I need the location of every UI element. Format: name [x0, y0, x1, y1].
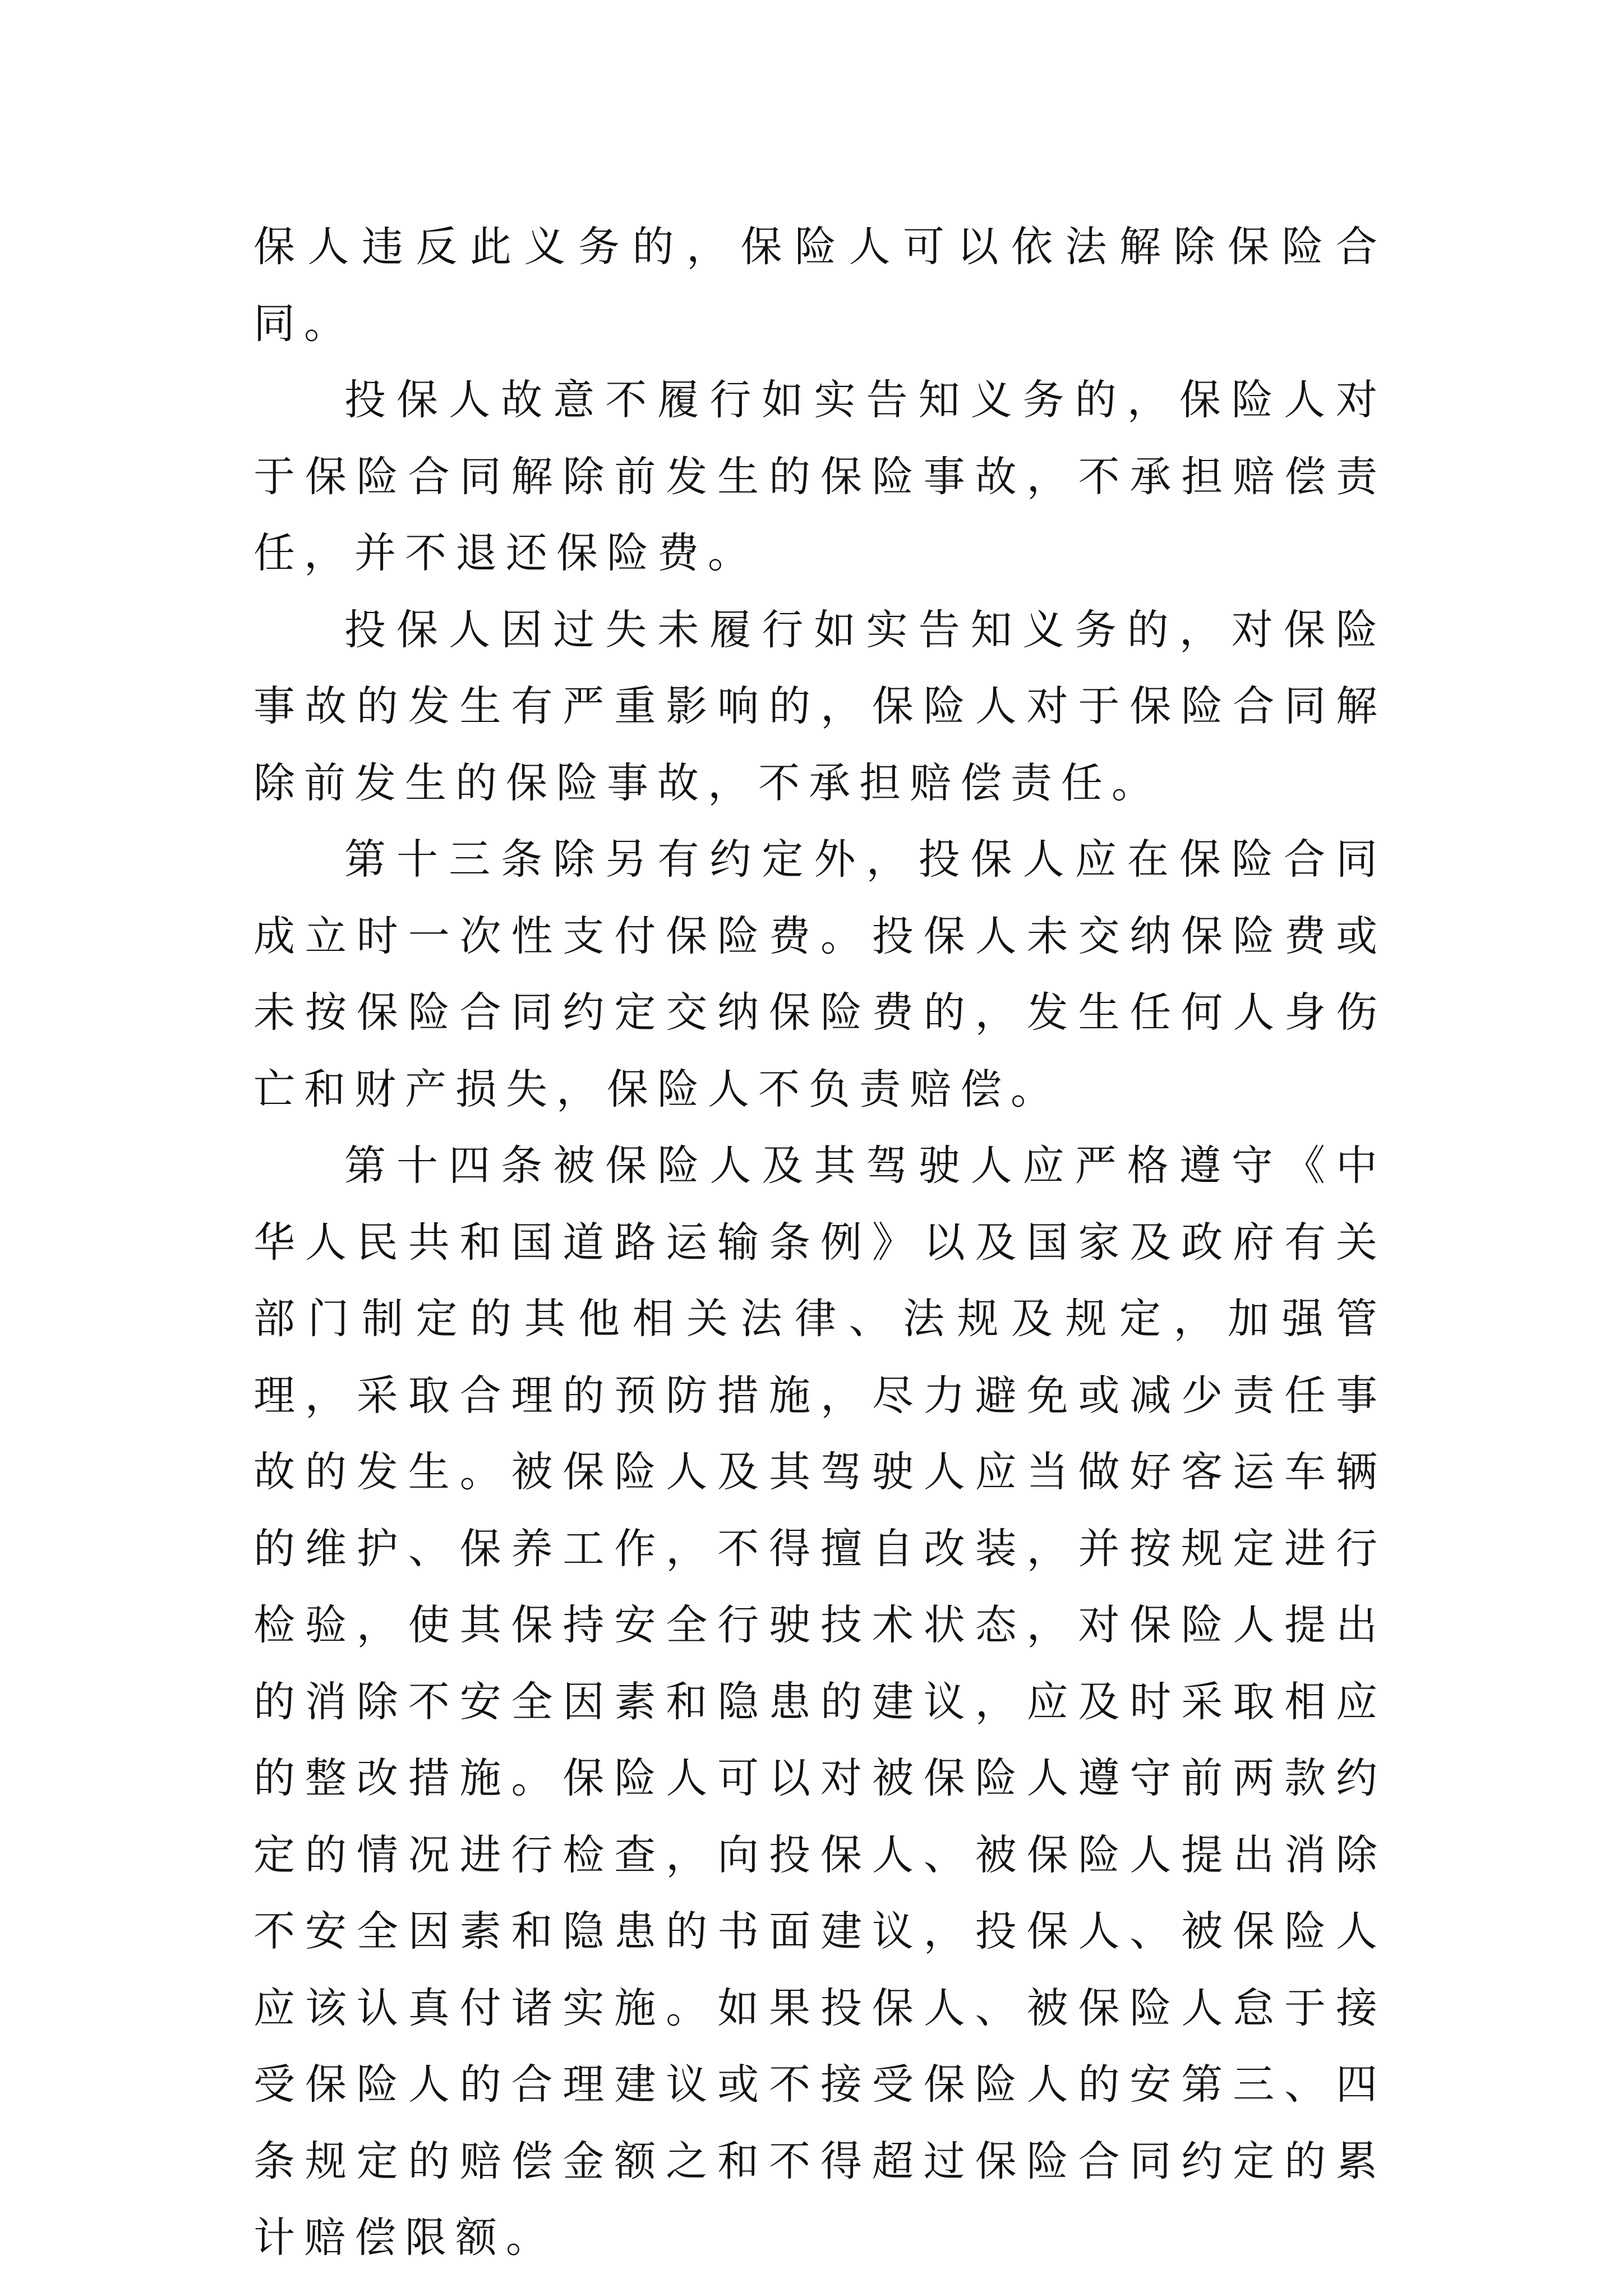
- paragraph-article-14: 第十四条被保险人及其驾驶人应严格遵守《中华人民共和国道路运输条例》以及国家及政府有关部门制定的其他相关法律、法规及规定，加强管理，采取合理的预防措施，尽力避免或减少责任事故的发生。被保险人及其驾驶人应当做好客运车辆的维护、保养工作，不得擅自改装，并按规定进行检验，使其保持安全行驶技术状态，对保险人提出的消除不安全因素和隐患的建议，应及时采取相应的整改措施。保险人可以对被保险人遵守前两款约定的情况进行检查，向投保人、被保险人提出消除不安全因素和隐患的书面建议，投保人、被保险人应该认真付诸实施。如果投保人、被保险人怠于接受保险人的合理建议或不接受保险人的安第三、四条规定的赔偿金额之和不得超过保险合同约定的累计赔偿限额。: [253, 1142, 1386, 2262]
- paragraph-negligent-nondisclosure: 投保人因过失未履行如实告知义务的，对保险事故的发生有严重影响的，保险人对于保险合同解除前发生的保险事故，不承担赔偿责任。: [253, 605, 1386, 807]
- paragraph-continuation: 保人违反此义务的，保险人可以依法解除保险合同。: [253, 223, 1386, 348]
- paragraph-intentional-nondisclosure: 投保人故意不履行如实告知义务的，保险人对于保险合同解除前发生的保险事故，不承担赔偿责任，并不退还保险费。: [253, 376, 1386, 577]
- paragraph-article-13: 第十三条除另有约定外，投保人应在保险合同成立时一次性支付保险费。投保人未交纳保险费或未按保险合同约定交纳保险费的，发生任何人身伤亡和财产损失，保险人不负责赔偿。: [253, 835, 1386, 1114]
- document-body: [253, 209, 1386, 2276]
